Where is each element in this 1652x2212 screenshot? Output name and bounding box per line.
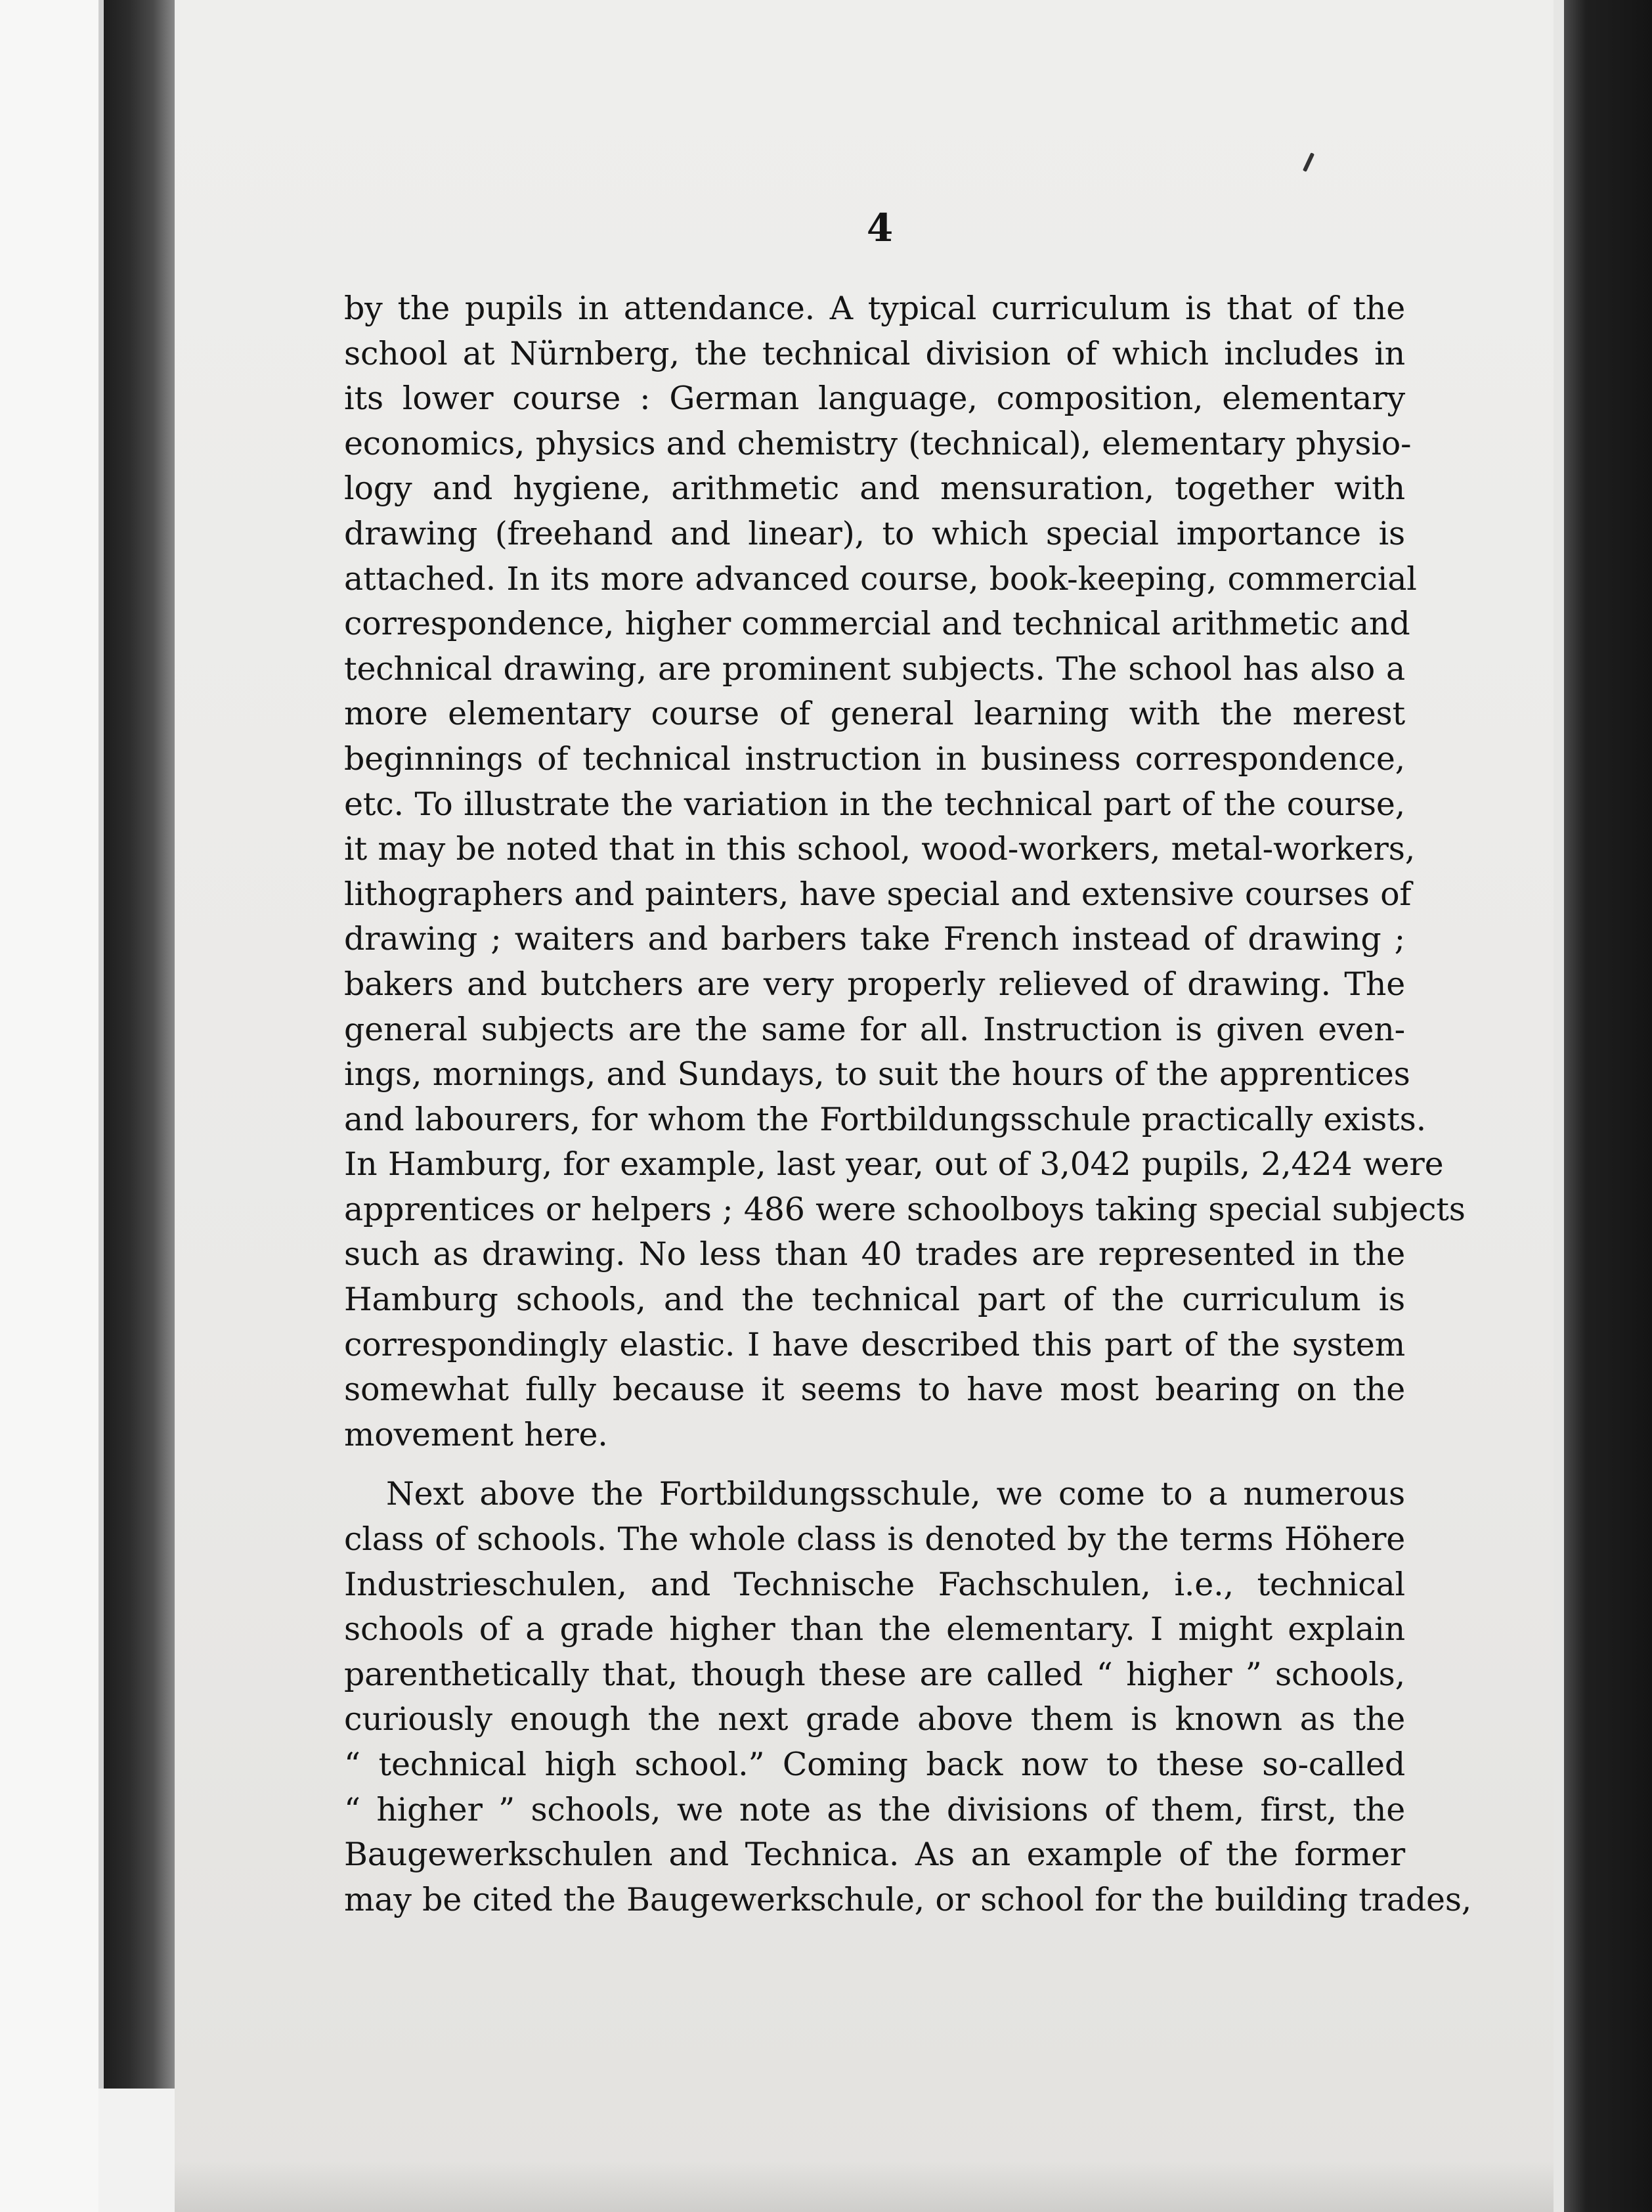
text-line: In Hamburg, for example, last year, out of 3,042 pupils, 2,424 were [344, 1145, 1444, 1183]
text-line: drawing ; waiters and barbers take French instead of drawing ; [344, 920, 1405, 958]
scan-left-margin [0, 0, 98, 2212]
scan-right-dark-border [1564, 0, 1652, 2212]
text-line: somewhat fully because it seems to have most bearing on the [344, 1371, 1405, 1409]
text-line: economics, physics and chemistry (technical), elementary physio- [344, 424, 1412, 462]
text-line: “ higher ” schools, we note as the divisions of them, first, the [344, 1790, 1405, 1828]
scan-left-edge [98, 0, 104, 2212]
text-line: “ technical high school.” Coming back now to these so-called [344, 1746, 1405, 1783]
text-line: Baugewerkschulen and Technica. As an example of the former [344, 1836, 1405, 1874]
text-line: lithographers and painters, have special and extensive courses of [344, 875, 1412, 913]
text-line: Industrieschulen, and Technische Fachschulen, i.e., technical [344, 1565, 1405, 1603]
text-line: school at Nürnberg, the technical division of which includes in [344, 334, 1405, 372]
text-line: etc. To illustrate the variation in the technical part of the course, [344, 785, 1405, 823]
text-line: curiously enough the next grade above them is known as the [344, 1700, 1405, 1738]
text-line: and labourers, for whom the Fortbildungsschule practically exists. [344, 1100, 1426, 1138]
text-line: ings, mornings, and Sundays, to suit the hours of the apprentices [344, 1055, 1410, 1094]
text-line: more elementary course of general learning with the merest [344, 695, 1405, 733]
text-line: drawing (freehand and linear), to which special importance is [344, 514, 1405, 552]
text-line: correspondence, higher commercial and technical arithmetic and [344, 605, 1410, 643]
text-line: Hamburg schools, and the technical part of the curriculum is [344, 1281, 1405, 1319]
text-line: correspondingly elastic. I have described this part of the system [344, 1325, 1405, 1363]
body-text [344, 286, 1472, 1922]
paragraph-gap [344, 1457, 1405, 1472]
text-line: it may be noted that in this school, wood-workers, metal-workers, [344, 830, 1416, 868]
text-line: movement here. [344, 1415, 608, 1453]
scan-bottom-shadow [175, 2161, 1554, 2212]
text-line: beginnings of technical instruction in business correspondence, [344, 740, 1405, 778]
text-line: class of schools. The whole class is denoted by the terms Höhere [344, 1520, 1405, 1559]
text-line: by the pupils in attendance. A typical curriculum is that of the [344, 290, 1405, 327]
text-line: logy and hygiene, arithmetic and mensuration, together with [344, 470, 1405, 508]
text-line: technical drawing, are prominent subjects. The school has also a [344, 650, 1405, 688]
text-line: attached. In its more advanced course, book-keeping, commercial [344, 560, 1417, 598]
text-line: may be cited the Baugewerkschule, or school for the building trades, [344, 1880, 1472, 1918]
text-line: parenthetically that, though these are called “ higher ” schools, [344, 1655, 1405, 1693]
scan-right-gap [1554, 0, 1564, 2212]
text-line: schools of a grade higher than the elementary. I might explain [344, 1610, 1405, 1648]
scan-left-bottom-patch [98, 2089, 175, 2212]
paragraph [344, 286, 1466, 1457]
text-line: its lower course : German language, composition, elementary [344, 380, 1405, 418]
text-line: apprentices or helpers ; 486 were schoolboys taking special subjects [344, 1190, 1466, 1228]
text-line: Next above the Fortbildungsschule, we come to a numerous [386, 1475, 1405, 1513]
text-line: bakers and butchers are very properly relieved of drawing. The [344, 965, 1405, 1003]
page-number: 4 [866, 206, 894, 250]
text-line: general subjects are the same for all. Instruction is given even- [344, 1010, 1405, 1048]
scan-left-dark-border [104, 0, 175, 2089]
text-line: such as drawing. No less than 40 trades are represented in the [344, 1235, 1405, 1273]
paragraph [344, 1472, 1472, 1922]
